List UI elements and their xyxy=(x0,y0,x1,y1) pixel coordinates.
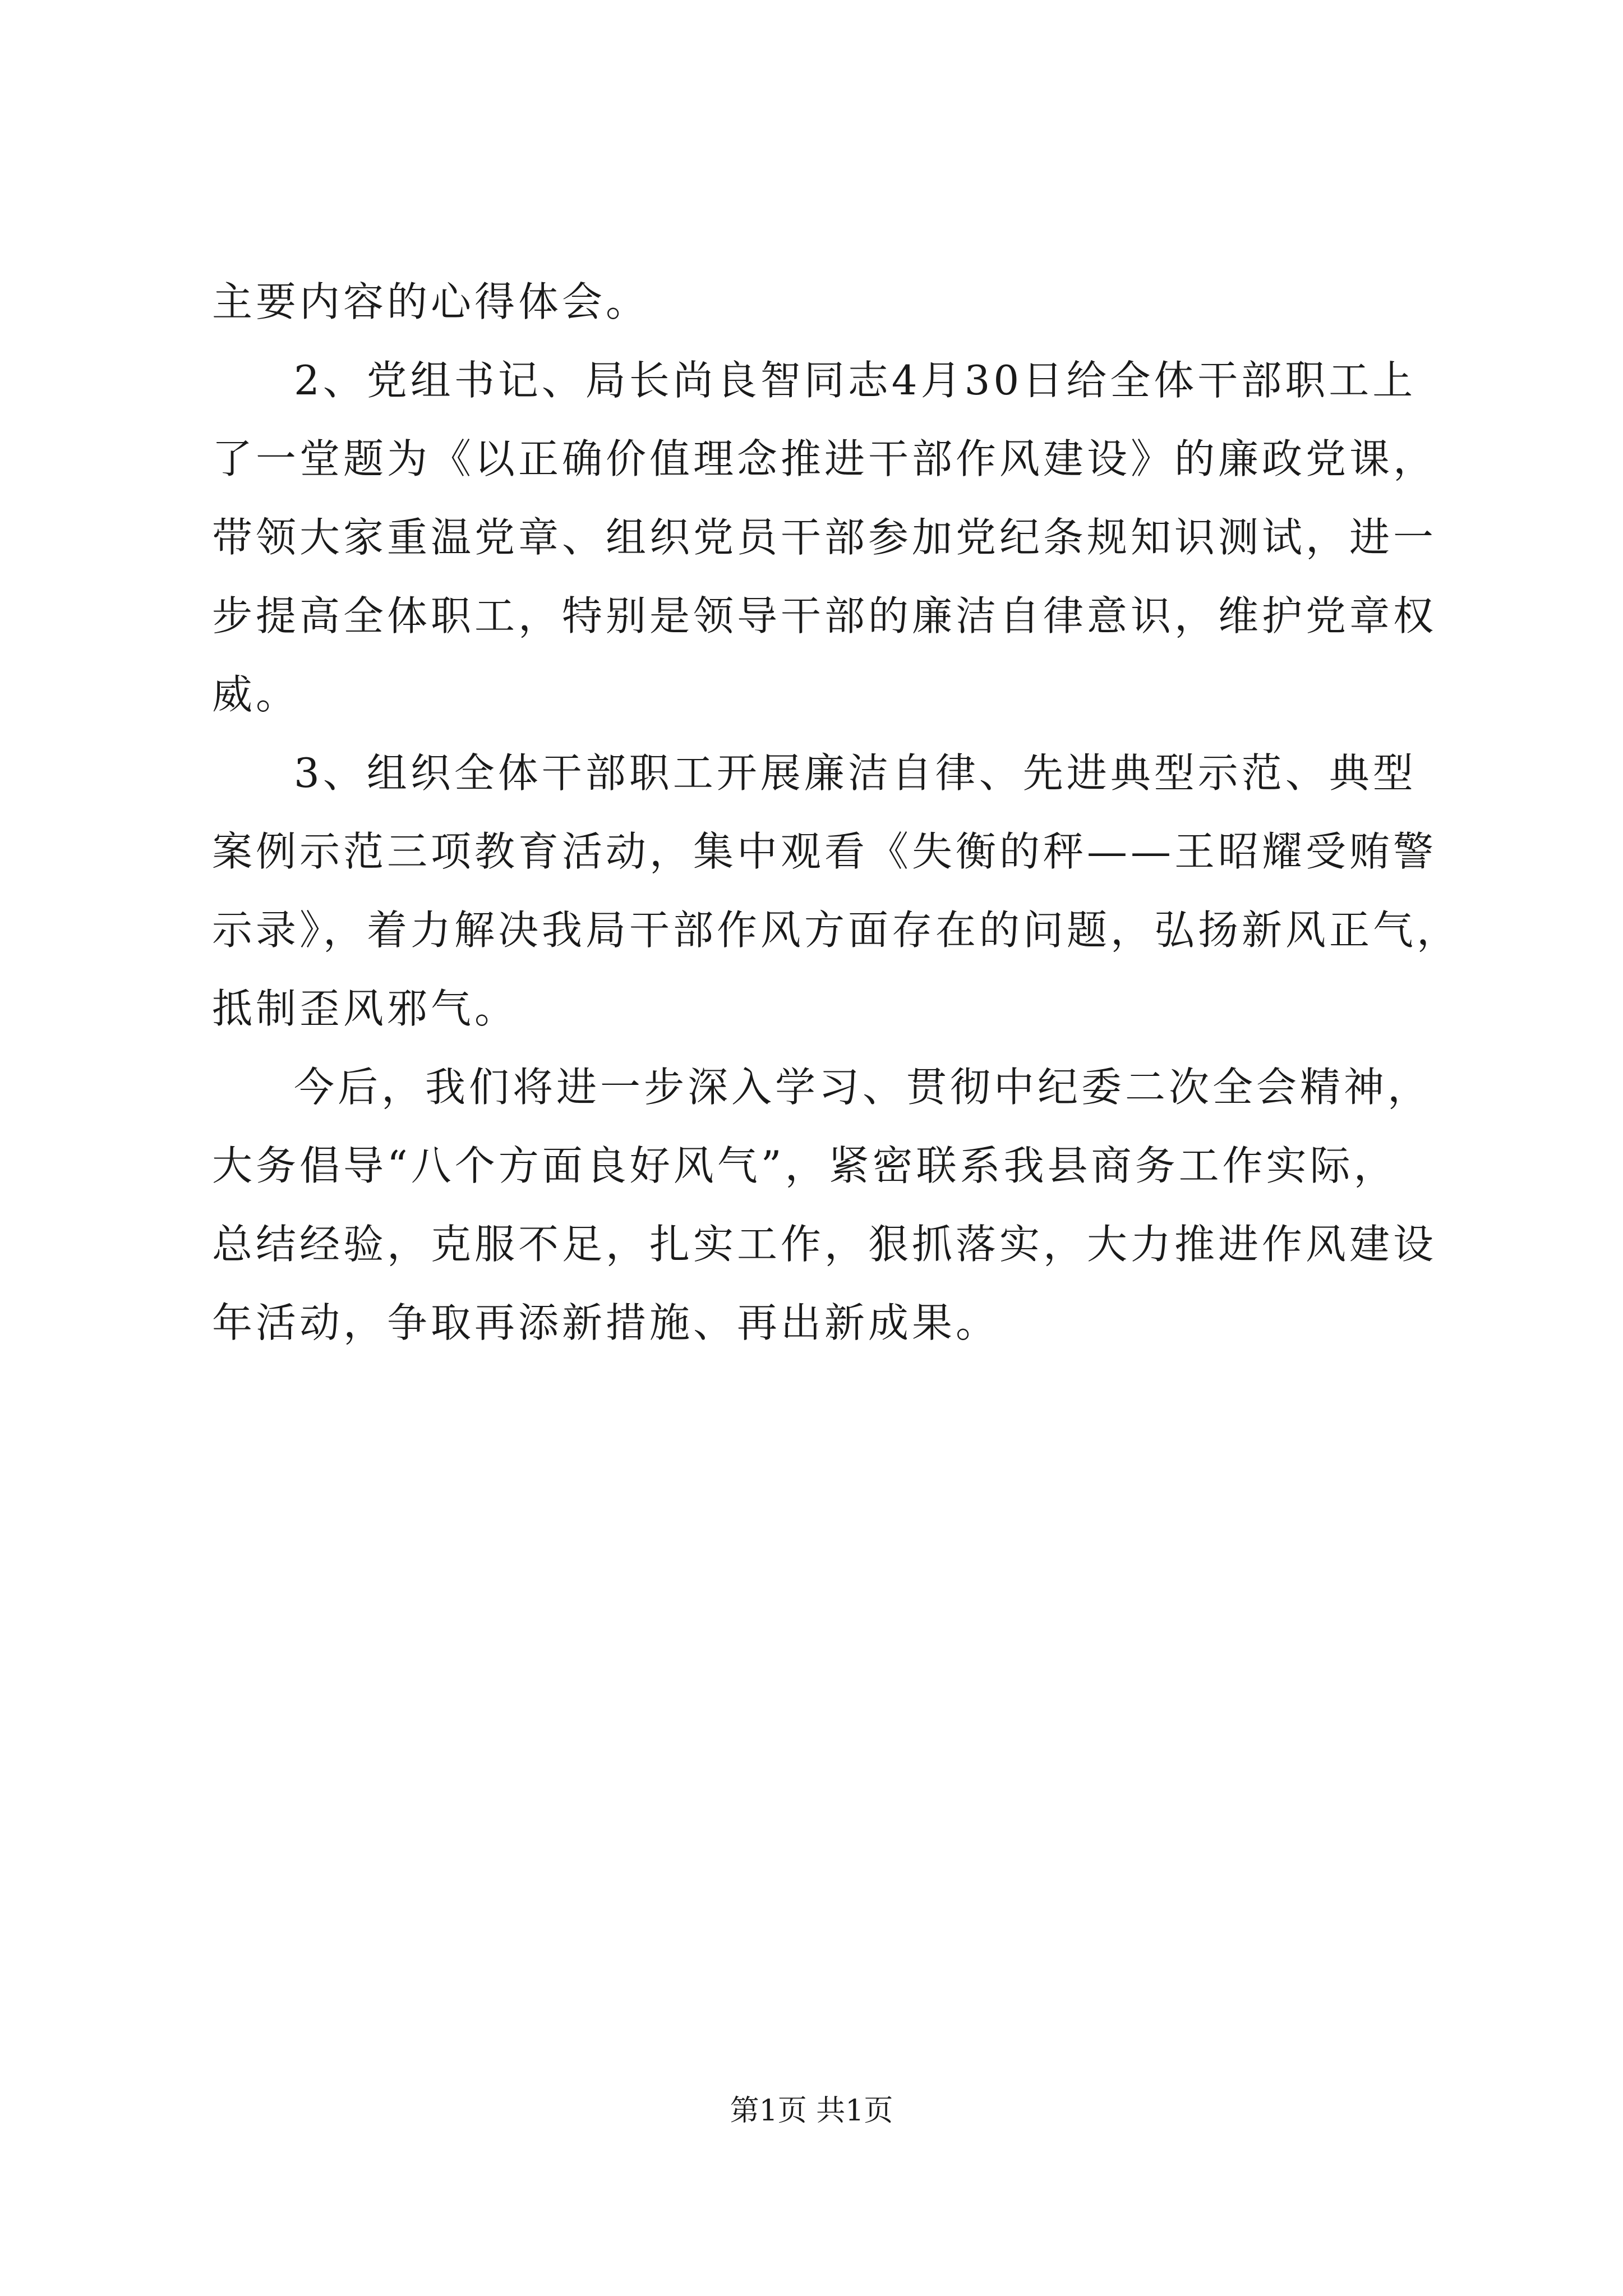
text-line: 带领大家重温党章、组织党员干部参加党纪条规知识测试，进一 xyxy=(212,514,1437,561)
text-line: 步提高全体职工，特别是领导干部的廉洁自律意识，维护党章权 xyxy=(212,592,1437,639)
text-line: 3、组织全体干部职工开展廉洁自律、先进典型示范、典型 xyxy=(294,749,1417,797)
text-line: 案例示范三项教育活动，集中观看《失衡的秤——王昭耀受贿警 xyxy=(212,828,1437,875)
page-footer: 第1页 共1页 xyxy=(730,2094,893,2128)
document-body xyxy=(212,263,1461,1362)
text-line: 年活动，争取再添新措施、再出新成果。 xyxy=(212,1299,1000,1346)
text-line: 2、党组书记、局长尚良智同志4月30日给全体干部职工上 xyxy=(294,357,1417,404)
text-line: 抵制歪风邪气。 xyxy=(212,985,519,1032)
text-line: 示录》，着力解决我局干部作风方面存在的问题，弘扬新风正气， xyxy=(212,907,1461,954)
text-line: 威。 xyxy=(212,671,300,718)
text-line: 总结经验，克服不足，扎实工作，狠抓落实，大力推进作风建设 xyxy=(212,1221,1437,1268)
text-line: 主要内容的心得体会。 xyxy=(212,278,650,325)
text-line: 了一堂题为《以正确价值理念推进干部作风建设》的廉政党课， xyxy=(212,435,1437,482)
text-line: 今后，我们将进一步深入学习、贯彻中纪委二次全会精神， xyxy=(294,1064,1432,1111)
text-line: 大务倡导“八个方面良好风气”，紧密联系我县商务工作实际， xyxy=(212,1142,1398,1189)
